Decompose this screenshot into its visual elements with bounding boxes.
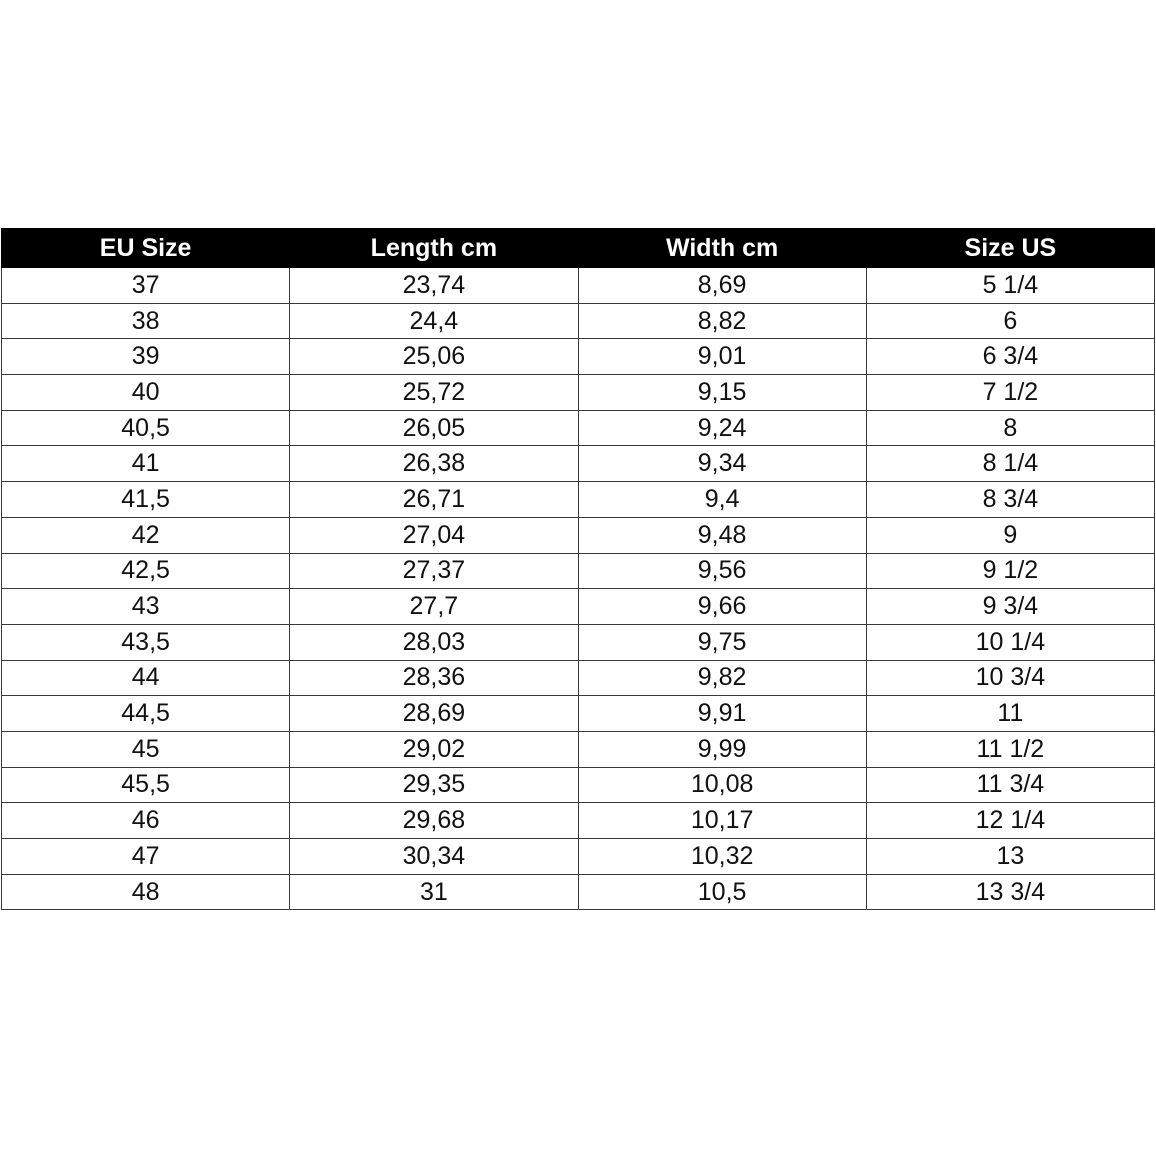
table-row [2,303,1155,339]
cell-eu-size: 45,5 [2,767,290,803]
cell-size-us: 6 [866,303,1154,339]
table-row [2,839,1155,875]
cell-size-us: 11 3/4 [866,767,1154,803]
cell-eu-size: 44 [2,660,290,696]
cell-length-cm: 28,69 [290,696,578,732]
cell-width-cm: 10,32 [578,839,866,875]
table-row [2,482,1155,518]
cell-size-us: 10 3/4 [866,660,1154,696]
cell-width-cm: 9,99 [578,731,866,767]
table-row [2,589,1155,625]
cell-size-us: 12 1/4 [866,803,1154,839]
header-size-us: Size US [866,229,1154,268]
table-row [2,517,1155,553]
cell-size-us: 6 3/4 [866,339,1154,375]
cell-length-cm: 29,02 [290,731,578,767]
cell-eu-size: 48 [2,874,290,910]
table-row [2,446,1155,482]
cell-eu-size: 42 [2,517,290,553]
cell-eu-size: 45 [2,731,290,767]
cell-length-cm: 25,72 [290,375,578,411]
cell-size-us: 5 1/4 [866,268,1154,304]
cell-width-cm: 10,17 [578,803,866,839]
table-header [2,229,1155,268]
table-body [2,268,1155,910]
table-row [2,624,1155,660]
table-row [2,874,1155,910]
cell-width-cm: 9,48 [578,517,866,553]
table-row [2,553,1155,589]
cell-length-cm: 29,68 [290,803,578,839]
cell-size-us: 9 1/2 [866,553,1154,589]
cell-eu-size: 43 [2,589,290,625]
table-row [2,731,1155,767]
cell-length-cm: 26,05 [290,410,578,446]
cell-eu-size: 46 [2,803,290,839]
cell-length-cm: 24,4 [290,303,578,339]
table-row [2,410,1155,446]
cell-size-us: 13 [866,839,1154,875]
cell-size-us: 8 1/4 [866,446,1154,482]
cell-size-us: 9 [866,517,1154,553]
table-row [2,767,1155,803]
cell-length-cm: 27,04 [290,517,578,553]
cell-eu-size: 40 [2,375,290,411]
cell-length-cm: 27,7 [290,589,578,625]
cell-size-us: 9 3/4 [866,589,1154,625]
size-conversion-table [1,228,1155,910]
cell-eu-size: 38 [2,303,290,339]
cell-size-us: 11 1/2 [866,731,1154,767]
cell-size-us: 8 [866,410,1154,446]
cell-eu-size: 37 [2,268,290,304]
header-width-cm: Width cm [578,229,866,268]
header-row [2,229,1155,268]
cell-size-us: 13 3/4 [866,874,1154,910]
cell-length-cm: 25,06 [290,339,578,375]
cell-eu-size: 44,5 [2,696,290,732]
cell-length-cm: 23,74 [290,268,578,304]
table-row [2,660,1155,696]
cell-length-cm: 27,37 [290,553,578,589]
cell-eu-size: 41 [2,446,290,482]
cell-eu-size: 39 [2,339,290,375]
cell-width-cm: 9,34 [578,446,866,482]
header-eu-size: EU Size [2,229,290,268]
cell-length-cm: 31 [290,874,578,910]
cell-size-us: 7 1/2 [866,375,1154,411]
cell-width-cm: 9,15 [578,375,866,411]
cell-width-cm: 9,75 [578,624,866,660]
table-row [2,339,1155,375]
cell-length-cm: 28,36 [290,660,578,696]
cell-size-us: 8 3/4 [866,482,1154,518]
cell-width-cm: 9,82 [578,660,866,696]
cell-width-cm: 8,69 [578,268,866,304]
cell-width-cm: 9,01 [578,339,866,375]
cell-width-cm: 9,66 [578,589,866,625]
cell-width-cm: 9,24 [578,410,866,446]
header-length-cm: Length cm [290,229,578,268]
cell-size-us: 10 1/4 [866,624,1154,660]
cell-eu-size: 47 [2,839,290,875]
cell-length-cm: 29,35 [290,767,578,803]
table-row [2,696,1155,732]
cell-width-cm: 9,91 [578,696,866,732]
cell-width-cm: 8,82 [578,303,866,339]
cell-width-cm: 10,08 [578,767,866,803]
table-row [2,803,1155,839]
cell-length-cm: 30,34 [290,839,578,875]
cell-width-cm: 10,5 [578,874,866,910]
cell-eu-size: 41,5 [2,482,290,518]
table-row [2,268,1155,304]
cell-eu-size: 42,5 [2,553,290,589]
cell-width-cm: 9,4 [578,482,866,518]
cell-size-us: 11 [866,696,1154,732]
cell-width-cm: 9,56 [578,553,866,589]
cell-eu-size: 40,5 [2,410,290,446]
cell-length-cm: 26,38 [290,446,578,482]
cell-length-cm: 26,71 [290,482,578,518]
cell-length-cm: 28,03 [290,624,578,660]
table-row [2,375,1155,411]
cell-eu-size: 43,5 [2,624,290,660]
